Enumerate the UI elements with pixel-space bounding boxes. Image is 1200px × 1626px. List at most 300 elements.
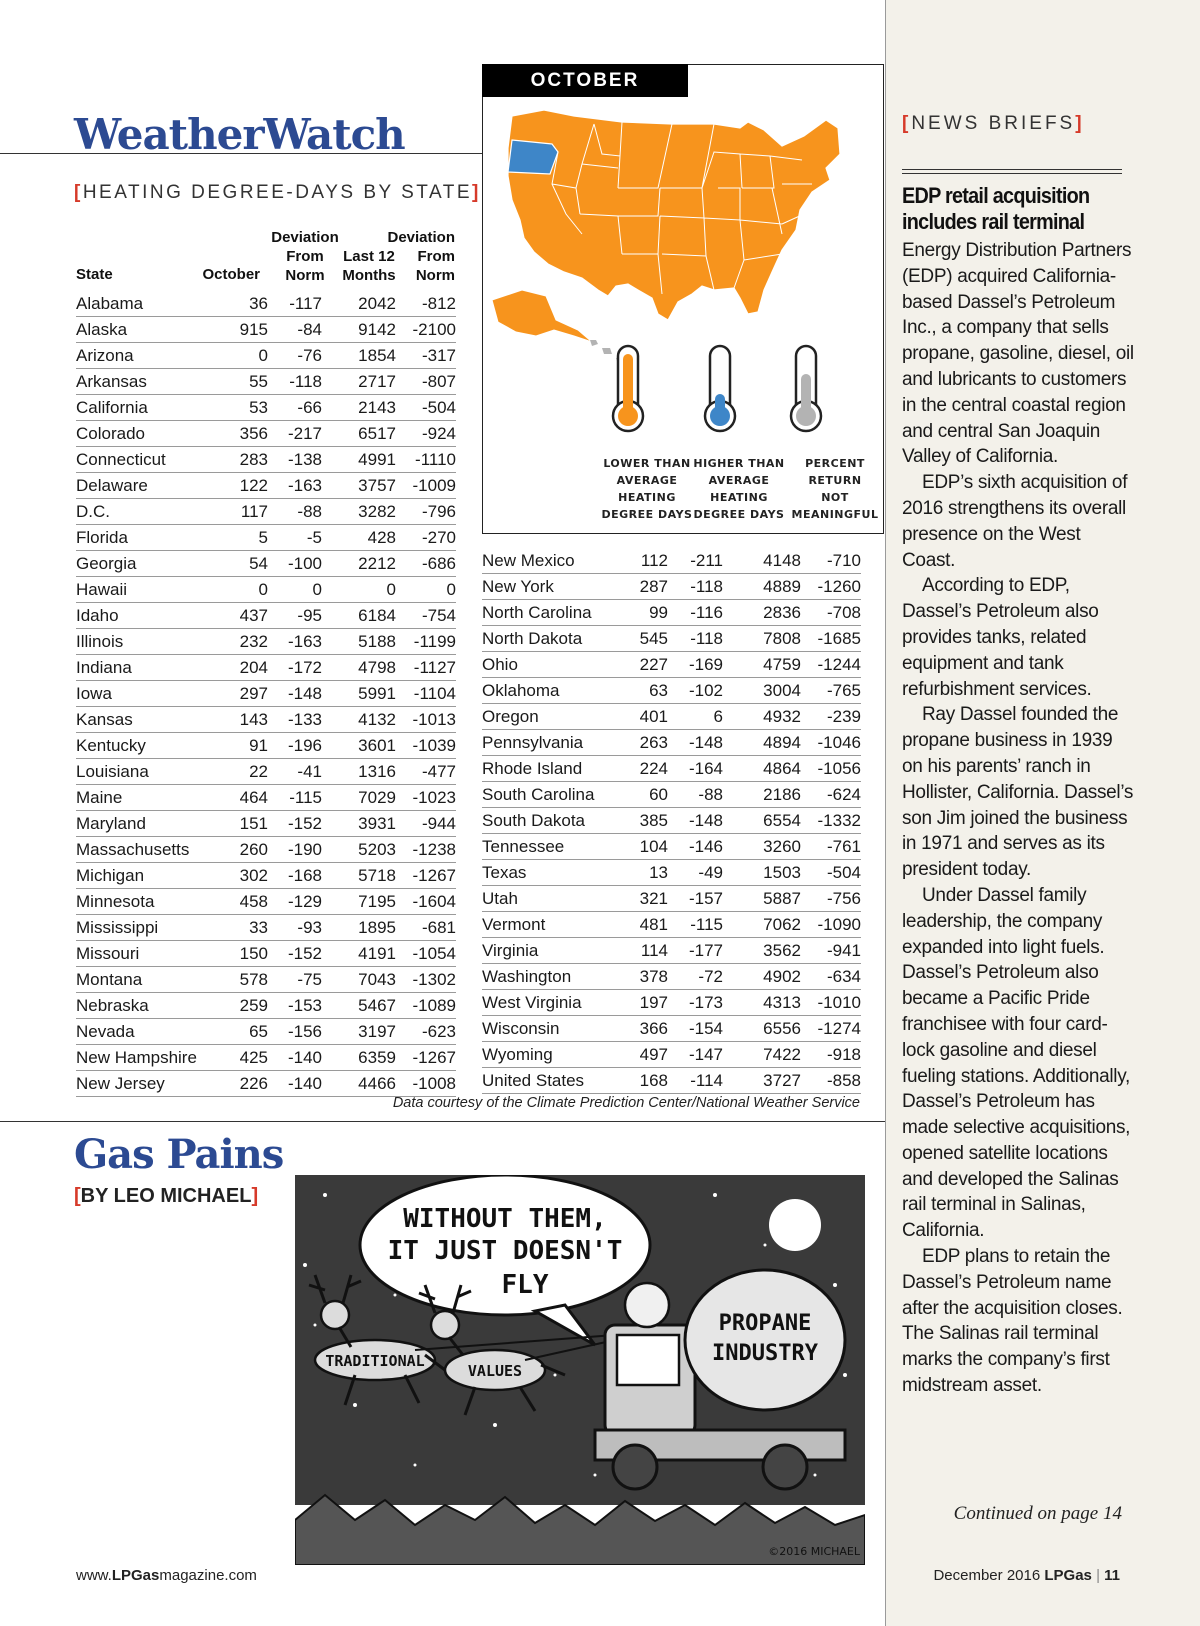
- legend-not-meaningful: [789, 455, 881, 523]
- state-name-cell: Wisconsin: [482, 1016, 612, 1042]
- value-cell: 481: [612, 912, 668, 938]
- value-cell: -75: [268, 967, 322, 993]
- state-name-cell: United States: [482, 1068, 612, 1094]
- value-cell: -634: [801, 964, 861, 990]
- tank-label-1: PROPANE: [718, 1311, 812, 1336]
- value-cell: 0: [396, 577, 456, 603]
- state-row: [76, 863, 456, 889]
- state-name-cell: Massachusetts: [76, 837, 210, 863]
- state-row: [482, 860, 861, 886]
- state-name-cell: Michigan: [76, 863, 210, 889]
- news-headline: EDP retail acquisition includes rail terminal: [902, 183, 1090, 234]
- state-name-cell: Vermont: [482, 912, 612, 938]
- value-cell: 232: [210, 629, 268, 655]
- value-cell: 2042: [322, 291, 396, 317]
- value-cell: 0: [210, 577, 268, 603]
- value-cell: 204: [210, 655, 268, 681]
- value-cell: 104: [612, 834, 668, 860]
- state-row: [76, 343, 456, 369]
- value-cell: 915: [210, 317, 268, 343]
- value-cell: 0: [210, 343, 268, 369]
- value-cell: 226: [210, 1071, 268, 1097]
- state-row: [482, 964, 861, 990]
- value-cell: 2186: [723, 782, 801, 808]
- value-cell: -1009: [396, 473, 456, 499]
- state-name-cell: Utah: [482, 886, 612, 912]
- state-name-cell: Maine: [76, 785, 210, 811]
- state-row: [482, 548, 861, 574]
- value-cell: -168: [268, 863, 322, 889]
- value-cell: 0: [322, 577, 396, 603]
- value-cell: 4313: [723, 990, 801, 1016]
- value-cell: -1332: [801, 808, 861, 834]
- propane-truck: [595, 1270, 845, 1489]
- moon: [769, 1199, 821, 1251]
- legend-nm-l3: NOT: [821, 491, 849, 504]
- state-row: [76, 473, 456, 499]
- value-cell: -5: [268, 525, 322, 551]
- state-name-cell: Indiana: [76, 655, 210, 681]
- value-cell: -156: [268, 1019, 322, 1045]
- value-cell: 2836: [723, 600, 801, 626]
- value-cell: 63: [612, 678, 668, 704]
- state-name-cell: Hawaii: [76, 577, 210, 603]
- value-cell: -812: [396, 291, 456, 317]
- value-cell: -1260: [801, 574, 861, 600]
- value-cell: 260: [210, 837, 268, 863]
- value-cell: -1604: [396, 889, 456, 915]
- state-row: [482, 1016, 861, 1042]
- value-cell: -118: [668, 574, 723, 600]
- speech-line-1: WITHOUT THEM,: [403, 1204, 607, 1234]
- col-dev-norm-l2: From: [286, 248, 324, 265]
- value-cell: 151: [210, 811, 268, 837]
- state-row: [482, 600, 861, 626]
- state-name-cell: Nebraska: [76, 993, 210, 1019]
- state-row: [482, 652, 861, 678]
- value-cell: -1023: [396, 785, 456, 811]
- state-row: [482, 886, 861, 912]
- state-name-cell: Minnesota: [76, 889, 210, 915]
- speech-line-3: FLY: [501, 1270, 549, 1300]
- value-cell: 3197: [322, 1019, 396, 1045]
- legend-nm-l4: MEANINGFUL: [791, 508, 879, 521]
- value-cell: -163: [268, 473, 322, 499]
- value-cell: 5991: [322, 681, 396, 707]
- value-cell: -1238: [396, 837, 456, 863]
- footer-url-pre: www.: [76, 1567, 112, 1584]
- value-cell: 122: [210, 473, 268, 499]
- value-cell: 4132: [322, 707, 396, 733]
- value-cell: -152: [268, 941, 322, 967]
- value-cell: -1054: [396, 941, 456, 967]
- state-row: [482, 990, 861, 1016]
- value-cell: -190: [268, 837, 322, 863]
- value-cell: -1267: [396, 863, 456, 889]
- value-cell: -2100: [396, 317, 456, 343]
- value-cell: 7422: [723, 1042, 801, 1068]
- value-cell: -1199: [396, 629, 456, 655]
- value-cell: 6: [668, 704, 723, 730]
- value-cell: 428: [322, 525, 396, 551]
- state-row: [482, 704, 861, 730]
- value-cell: -761: [801, 834, 861, 860]
- value-cell: -858: [801, 1068, 861, 1094]
- value-cell: 7062: [723, 912, 801, 938]
- state-row: [76, 1019, 456, 1045]
- value-cell: 53: [210, 395, 268, 421]
- value-cell: 1503: [723, 860, 801, 886]
- value-cell: -148: [668, 808, 723, 834]
- value-cell: -1013: [396, 707, 456, 733]
- footer-url-post: magazine.com: [159, 1567, 257, 1584]
- state-name-cell: New York: [482, 574, 612, 600]
- alaska-shape: [492, 290, 592, 342]
- value-cell: 3004: [723, 678, 801, 704]
- value-cell: -1089: [396, 993, 456, 1019]
- legend-lower-l1: LOWER THAN: [603, 457, 691, 470]
- data-credit: Data courtesy of the Climate Prediction Center/National Weather Service: [392, 1095, 860, 1111]
- state-row: [76, 967, 456, 993]
- value-cell: -807: [396, 369, 456, 395]
- state-row: [76, 1071, 456, 1097]
- continued-note: Continued on page 14: [953, 1503, 1122, 1524]
- value-cell: 366: [612, 1016, 668, 1042]
- state-row: [76, 759, 456, 785]
- value-cell: 168: [612, 1068, 668, 1094]
- state-name-cell: Maryland: [76, 811, 210, 837]
- propane-tank: [685, 1270, 845, 1410]
- news-head-text: NEWS BRIEFS: [911, 113, 1076, 134]
- value-cell: 7029: [322, 785, 396, 811]
- value-cell: -116: [668, 600, 723, 626]
- value-cell: -1244: [801, 652, 861, 678]
- news-rule-2: [902, 173, 1122, 174]
- news-paragraph: Under Dassel family leadership, the company expanded into light fuels. Dassel’s Petroleum also became a Pacific Pride franchisee with four card-lock gasoline and diesel fueling stations. Additionally, Dassel’s Petroleum has made selective acquisitions, opened satellite locations and developed the Salinas rail terminal in Salinas, California.: [902, 884, 1131, 1242]
- state-name-cell: Idaho: [76, 603, 210, 629]
- value-cell: 22: [210, 759, 268, 785]
- state-name-cell: Alaska: [76, 317, 210, 343]
- state-row: [76, 421, 456, 447]
- col-dev-norm2-l1: Deviation: [387, 229, 455, 246]
- value-cell: -93: [268, 915, 322, 941]
- value-cell: 13: [612, 860, 668, 886]
- state-name-cell: Montana: [76, 967, 210, 993]
- state-name-cell: Virginia: [482, 938, 612, 964]
- hdd-table-right: [482, 548, 861, 1094]
- oregon-shape: [508, 140, 558, 174]
- value-cell: 6554: [723, 808, 801, 834]
- footer-folio: December 2016 LPGas | 11: [933, 1567, 1120, 1584]
- value-cell: 224: [612, 756, 668, 782]
- value-cell: -147: [668, 1042, 723, 1068]
- value-cell: -1008: [396, 1071, 456, 1097]
- reindeer-values-label: VALUES: [467, 1362, 523, 1380]
- state-row: [482, 756, 861, 782]
- state-name-cell: South Dakota: [482, 808, 612, 834]
- value-cell: -49: [668, 860, 723, 886]
- state-name-cell: Iowa: [76, 681, 210, 707]
- value-cell: 283: [210, 447, 268, 473]
- state-name-cell: Tennessee: [482, 834, 612, 860]
- value-cell: 6359: [322, 1045, 396, 1071]
- value-cell: -88: [668, 782, 723, 808]
- value-cell: 9142: [322, 317, 396, 343]
- state-name-cell: Alabama: [76, 291, 210, 317]
- state-row: [76, 811, 456, 837]
- state-row: [482, 808, 861, 834]
- value-cell: 545: [612, 626, 668, 652]
- state-name-cell: Ohio: [482, 652, 612, 678]
- col-last12-l1: Last 12: [343, 248, 395, 265]
- value-cell: -41: [268, 759, 322, 785]
- weatherwatch-title: WeatherWatch: [74, 110, 405, 159]
- october-tab: OCTOBER: [482, 64, 688, 97]
- state-row: [482, 626, 861, 652]
- value-cell: -708: [801, 600, 861, 626]
- value-cell: 263: [612, 730, 668, 756]
- state-row: [482, 834, 861, 860]
- legend-nm-l1: PERCENT: [805, 457, 865, 470]
- heating-subhead-text: HEATING DEGREE-DAYS BY STATE: [82, 182, 473, 203]
- value-cell: -504: [801, 860, 861, 886]
- value-cell: -710: [801, 548, 861, 574]
- thermo-not-meaningful: [791, 346, 821, 431]
- value-cell: 55: [210, 369, 268, 395]
- legend-lower-l4: DEGREE DAYS: [601, 508, 693, 521]
- value-cell: 401: [612, 704, 668, 730]
- state-name-cell: Florida: [76, 525, 210, 551]
- state-row: [76, 395, 456, 421]
- legend-higher-l2: AVERAGE: [708, 474, 770, 487]
- value-cell: -1127: [396, 655, 456, 681]
- conterminous-us-shape: [508, 110, 840, 320]
- hdd-table-left: [76, 291, 456, 1097]
- value-cell: 150: [210, 941, 268, 967]
- legend-higher: [693, 455, 785, 523]
- news-paragraph: EDP plans to retain the Dassel’s Petroleum name after the acquisition closes. The Salinas rail terminal marks the company’s first midstream asset.: [902, 1246, 1123, 1397]
- value-cell: -924: [396, 421, 456, 447]
- value-cell: -76: [268, 343, 322, 369]
- value-cell: 5467: [322, 993, 396, 1019]
- value-cell: -88: [268, 499, 322, 525]
- value-cell: 385: [612, 808, 668, 834]
- value-cell: -118: [268, 369, 322, 395]
- value-cell: -72: [668, 964, 723, 990]
- state-name-cell: Nevada: [76, 1019, 210, 1045]
- value-cell: 99: [612, 600, 668, 626]
- value-cell: -317: [396, 343, 456, 369]
- state-row: [76, 993, 456, 1019]
- value-cell: -1104: [396, 681, 456, 707]
- state-name-cell: Delaware: [76, 473, 210, 499]
- state-name-cell: Louisiana: [76, 759, 210, 785]
- footer-date: December 2016: [933, 1567, 1041, 1584]
- value-cell: -157: [668, 886, 723, 912]
- state-row: [76, 629, 456, 655]
- value-cell: -66: [268, 395, 322, 421]
- section-divider: [0, 1121, 885, 1122]
- value-cell: 425: [210, 1045, 268, 1071]
- value-cell: 4894: [723, 730, 801, 756]
- value-cell: -95: [268, 603, 322, 629]
- value-cell: -1274: [801, 1016, 861, 1042]
- state-name-cell: New Hampshire: [76, 1045, 210, 1071]
- state-row: [482, 912, 861, 938]
- value-cell: 259: [210, 993, 268, 1019]
- value-cell: -114: [668, 1068, 723, 1094]
- footer-url[interactable]: [76, 1567, 257, 1584]
- state-name-cell: North Dakota: [482, 626, 612, 652]
- col-dev-norm2-l3: Norm: [415, 267, 455, 284]
- map-states: [492, 110, 840, 364]
- value-cell: -154: [668, 1016, 723, 1042]
- value-cell: 4864: [723, 756, 801, 782]
- value-cell: -115: [268, 785, 322, 811]
- state-row: [76, 369, 456, 395]
- value-cell: -153: [268, 993, 322, 1019]
- value-cell: -504: [396, 395, 456, 421]
- value-cell: -117: [268, 291, 322, 317]
- state-row: [76, 655, 456, 681]
- value-cell: -140: [268, 1071, 322, 1097]
- value-cell: 4991: [322, 447, 396, 473]
- value-cell: -133: [268, 707, 322, 733]
- value-cell: -270: [396, 525, 456, 551]
- value-cell: -173: [668, 990, 723, 1016]
- footer-brand: LPGas: [1044, 1567, 1092, 1584]
- value-cell: 54: [210, 551, 268, 577]
- value-cell: -172: [268, 655, 322, 681]
- news-paragraph: According to EDP, Dassel’s Petroleum also provides tanks, related equipment and tank refurbishment services.: [902, 575, 1099, 700]
- state-name-cell: West Virginia: [482, 990, 612, 1016]
- value-cell: 437: [210, 603, 268, 629]
- value-cell: -756: [801, 886, 861, 912]
- value-cell: 3562: [723, 938, 801, 964]
- value-cell: -941: [801, 938, 861, 964]
- value-cell: 2143: [322, 395, 396, 421]
- value-cell: 3757: [322, 473, 396, 499]
- value-cell: 578: [210, 967, 268, 993]
- value-cell: -148: [668, 730, 723, 756]
- state-name-cell: Missouri: [76, 941, 210, 967]
- value-cell: 464: [210, 785, 268, 811]
- value-cell: 5203: [322, 837, 396, 863]
- col-dev-norm-l3: Norm: [285, 267, 325, 284]
- news-body: [902, 238, 1134, 1399]
- state-name-cell: Mississippi: [76, 915, 210, 941]
- value-cell: -1046: [801, 730, 861, 756]
- value-cell: 3260: [723, 834, 801, 860]
- value-cell: 356: [210, 421, 268, 447]
- state-row: [76, 941, 456, 967]
- col-last12-l2: Months: [342, 267, 396, 284]
- value-cell: 3601: [322, 733, 396, 759]
- state-row: [76, 707, 456, 733]
- value-cell: 227: [612, 652, 668, 678]
- state-row: [76, 525, 456, 551]
- value-cell: 4902: [723, 964, 801, 990]
- value-cell: 4191: [322, 941, 396, 967]
- state-row: [482, 938, 861, 964]
- legend-lower-l2: AVERAGE: [616, 474, 678, 487]
- value-cell: 91: [210, 733, 268, 759]
- state-name-cell: Oregon: [482, 704, 612, 730]
- reindeer-traditional-label: TRADITIONAL: [325, 1352, 425, 1370]
- value-cell: -84: [268, 317, 322, 343]
- value-cell: -1110: [396, 447, 456, 473]
- state-row: [76, 551, 456, 577]
- state-row: [76, 317, 456, 343]
- value-cell: 2212: [322, 551, 396, 577]
- value-cell: 33: [210, 915, 268, 941]
- value-cell: -152: [268, 811, 322, 837]
- state-row: [76, 291, 456, 317]
- value-cell: 36: [210, 291, 268, 317]
- state-row: [76, 577, 456, 603]
- state-name-cell: Rhode Island: [482, 756, 612, 782]
- value-cell: -217: [268, 421, 322, 447]
- value-cell: -211: [668, 548, 723, 574]
- state-name-cell: Pennsylvania: [482, 730, 612, 756]
- value-cell: 2717: [322, 369, 396, 395]
- state-name-cell: Kentucky: [76, 733, 210, 759]
- value-cell: -163: [268, 629, 322, 655]
- news-briefs-head: [NEWS BRIEFS]: [902, 113, 1085, 134]
- value-cell: -623: [396, 1019, 456, 1045]
- value-cell: 6184: [322, 603, 396, 629]
- value-cell: -196: [268, 733, 322, 759]
- driver-face: [625, 1283, 669, 1327]
- value-cell: -148: [268, 681, 322, 707]
- value-cell: 7808: [723, 626, 801, 652]
- value-cell: 7195: [322, 889, 396, 915]
- state-name-cell: D.C.: [76, 499, 210, 525]
- legend-higher-l4: DEGREE DAYS: [693, 508, 785, 521]
- value-cell: 6556: [723, 1016, 801, 1042]
- state-name-cell: Arkansas: [76, 369, 210, 395]
- legend-higher-l1: HIGHER THAN: [693, 457, 785, 470]
- gas-pains-title: Gas Pains: [74, 1131, 284, 1178]
- value-cell: 5718: [322, 863, 396, 889]
- thermo-higher: [705, 346, 735, 431]
- value-cell: -138: [268, 447, 322, 473]
- value-cell: 3282: [322, 499, 396, 525]
- value-cell: -1090: [801, 912, 861, 938]
- news-paragraph: Ray Dassel founded the propane business in 1939 on his parents’ ranch in Hollister, California. Dassel’s son Jim joined the business in 1971 and serves as its president today.: [902, 704, 1134, 881]
- value-cell: 0: [268, 577, 322, 603]
- value-cell: 4889: [723, 574, 801, 600]
- state-name-cell: California: [76, 395, 210, 421]
- value-cell: 3727: [723, 1068, 801, 1094]
- value-cell: -239: [801, 704, 861, 730]
- value-cell: -624: [801, 782, 861, 808]
- value-cell: -129: [268, 889, 322, 915]
- value-cell: 287: [612, 574, 668, 600]
- legend-nm-l2: RETURN: [808, 474, 862, 487]
- value-cell: 4798: [322, 655, 396, 681]
- value-cell: 1895: [322, 915, 396, 941]
- state-name-cell: Oklahoma: [482, 678, 612, 704]
- value-cell: -796: [396, 499, 456, 525]
- col-state: State: [76, 266, 113, 283]
- state-row: [482, 574, 861, 600]
- state-name-cell: Connecticut: [76, 447, 210, 473]
- value-cell: -754: [396, 603, 456, 629]
- value-cell: -918: [801, 1042, 861, 1068]
- state-row: [76, 603, 456, 629]
- col-dev-norm2-l2: From: [417, 248, 455, 265]
